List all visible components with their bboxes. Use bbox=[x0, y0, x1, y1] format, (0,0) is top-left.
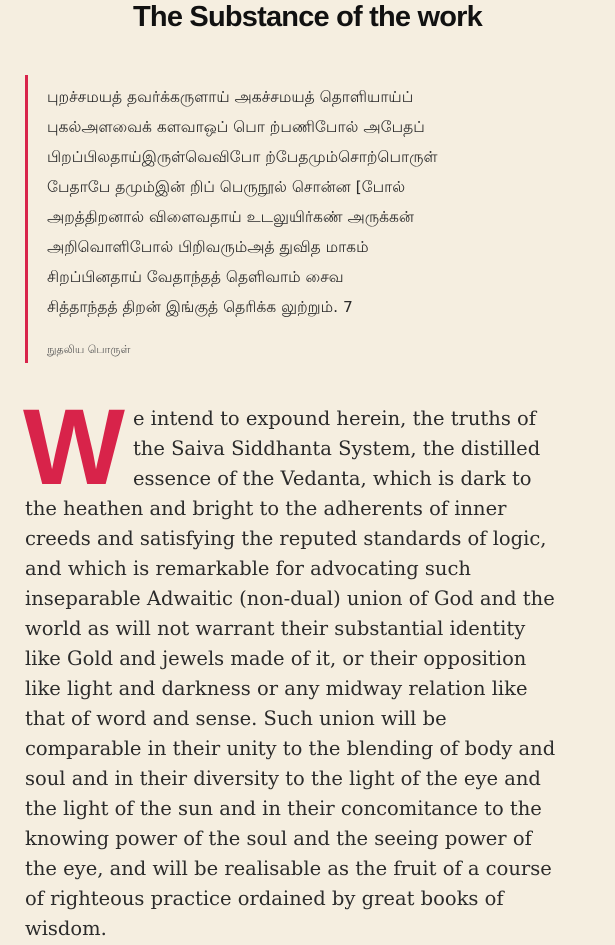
verse-line: பேதாபே தமும்இன் றிப் பெருநூல் சொன்ன [போல் bbox=[47, 178, 406, 196]
paragraph-line: like light and darkness or any midway relation like bbox=[25, 677, 528, 700]
paragraph-line: the light of the sun and in their concomitance to the bbox=[25, 797, 542, 820]
verse-line: சித்தாந்தத் திறன் இங்குத் தெரிக்க லுற்றும். 7 bbox=[47, 298, 353, 316]
verse-line: அறிவொளிபோல் பிறிவரும்அத் துவித மாகம் bbox=[47, 238, 369, 256]
paragraph-line: that of word and sense. Such union will be bbox=[25, 707, 447, 730]
paragraph-line: world as will not warrant their substantial identity bbox=[25, 617, 526, 640]
paragraph-line: essence of the Vedanta, which is dark to bbox=[132, 467, 532, 490]
body-paragraph bbox=[23, 386, 605, 944]
paragraph-line: the Saiva Siddhanta System, the distilled bbox=[132, 437, 541, 460]
verse-line: சிறப்பினதாய் வேதாந்தத் தெளிவாம் சைவ bbox=[47, 268, 344, 286]
paragraph-line: soul and in their diversity to the light of the eye and bbox=[25, 767, 541, 790]
verse-line: புகல்அளவைக் களவாஒப் பொ ற்பணிபோல் அபேதப் bbox=[47, 118, 425, 136]
verse-caption: நுதலிய பொருள் bbox=[47, 343, 131, 356]
paragraph-line: e intend to expound herein, the truths of bbox=[132, 407, 536, 430]
verse-lines bbox=[47, 82, 437, 322]
paragraph-line: wisdom. bbox=[25, 917, 107, 940]
verse-line: அறத்திறனால் விளைவதாய் உடலுயிர்கண் அருக்கன் bbox=[47, 208, 414, 226]
paragraph-line: comparable in their unity to the blending of body and bbox=[25, 737, 556, 760]
page-title: The Substance of the work bbox=[133, 1, 482, 33]
paragraph-line: the eye, and will be realisable as the fruit of a course bbox=[25, 857, 552, 880]
tamil-verse-block bbox=[25, 75, 585, 363]
drop-cap: W bbox=[23, 386, 121, 507]
paragraph-line: knowing power of the soul and the seeing power of bbox=[25, 827, 532, 850]
paragraph-line: and which is remarkable for advocating such bbox=[25, 557, 471, 580]
paragraph-line: of righteous practice ordained by great books of bbox=[25, 887, 504, 910]
verse-line: பிறப்பிலதாய்இருள்வெவிபோ ற்பேதமும்சொற்பொருள் bbox=[47, 148, 438, 166]
paragraph-line: inseparable Adwaitic (non-dual) union of God and the bbox=[25, 587, 555, 610]
verse-line: புறச்சமயத் தவர்க்கருளாய் அகச்சமயத் தொளியாய்ப் bbox=[47, 88, 414, 106]
paragraph-line: the heathen and bright to the adherents of inner bbox=[25, 497, 507, 520]
paragraph-line: creeds and satisfying the reputed standards of logic, bbox=[25, 527, 547, 550]
paragraph-line: like Gold and jewels made of it, or their opposition bbox=[25, 647, 527, 670]
